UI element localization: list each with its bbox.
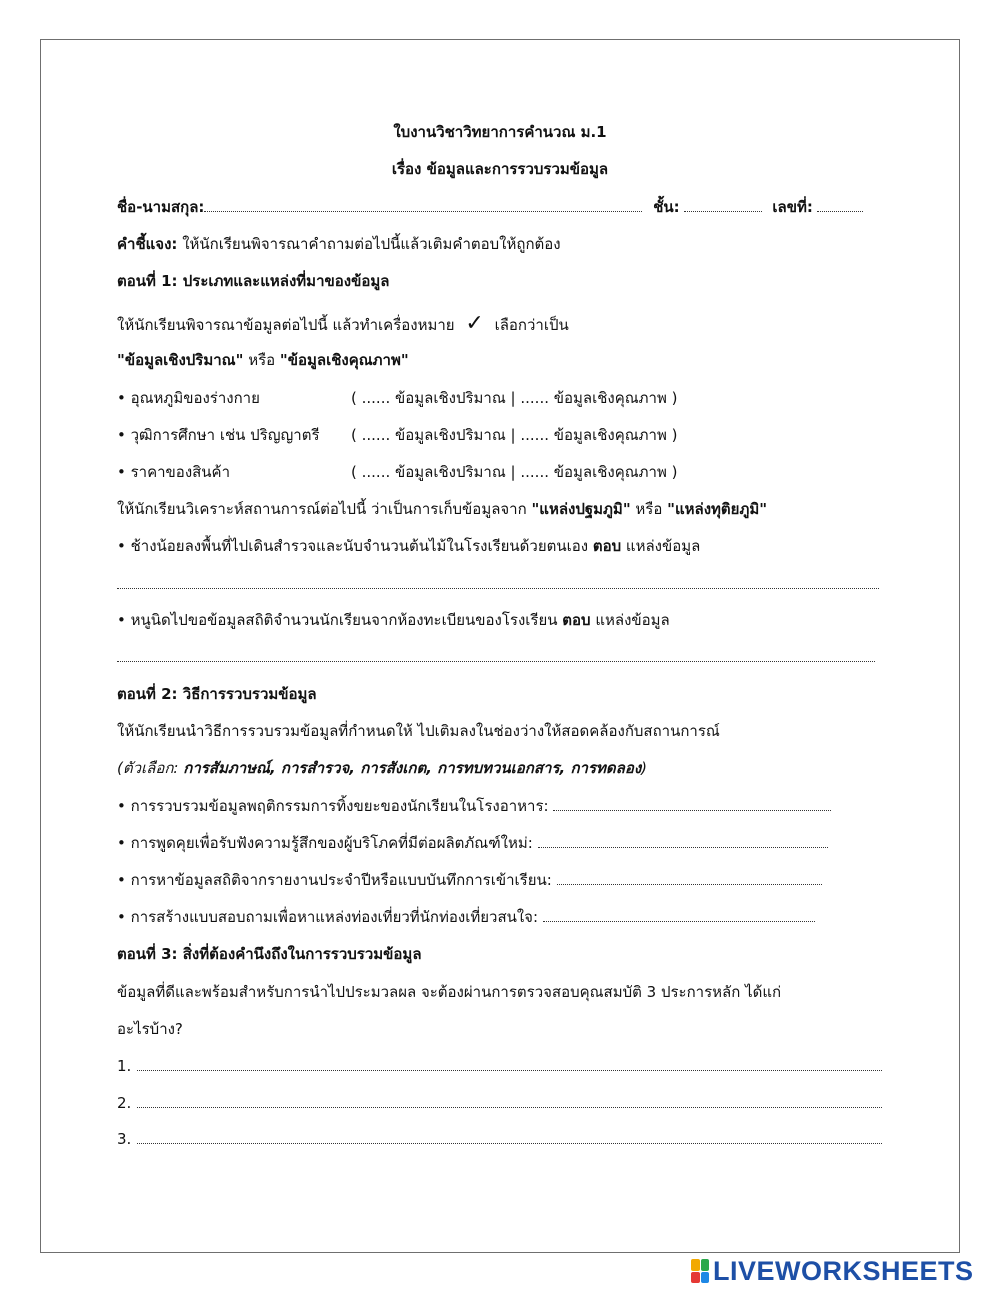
logo-tiles-icon <box>691 1259 709 1283</box>
part3-question-line2: อะไรบ้าง? <box>117 1020 183 1038</box>
number-label: เลขที่: <box>772 198 813 216</box>
part3-question-line1: ข้อมูลที่ดีและพร้อมสำหรับการนำไปประมวลผล จะต้องผ่านการตรวจสอบคุณสมบัติ 3 ประการหลัก ได้แก่ <box>117 983 782 1001</box>
method-answer[interactable] <box>543 907 815 922</box>
method-item: • การพูดคุยเพื่อรับฟังความรู้สึกของผู้บริโภคที่มีต่อผลิตภัณฑ์ใหม่: <box>117 832 828 854</box>
method-item: • การหาข้อมูลสถิติจากรายงานประจำปีหรือแบบบันทึกการเข้าเรียน: <box>117 869 822 891</box>
answer-number: 1. <box>117 1057 132 1075</box>
situation-1: • ช้างน้อยลงพื้นที่ไปเดินสำรวจและนับจำนวนต้นไม้ในโรงเรียนด้วยตนเอง ตอบ แหล่งข้อมูล <box>117 537 701 555</box>
answer-line-1[interactable] <box>117 588 879 589</box>
part1-terms: "ข้อมูลเชิงปริมาณ" หรือ "ข้อมูลเชิงคุณภาพ" <box>117 351 409 369</box>
method-answer[interactable] <box>557 870 822 885</box>
item-label: • วุฒิการศึกษา เช่น ปริญญาตรี <box>117 426 320 444</box>
page-title: ใบงานวิชาวิทยาการคำนวณ ม.1 <box>393 123 607 141</box>
item-label: • ราคาของสินค้า <box>117 463 231 481</box>
method-answer[interactable] <box>553 796 831 811</box>
instruction: คำชี้แจง: ให้นักเรียนพิจารณาคำถามต่อไปนี้แล้วเติมคำตอบให้ถูกต้อง <box>117 235 561 253</box>
checkmark-icon: ✓ <box>465 311 484 336</box>
part1-prompt: ให้นักเรียนพิจารณาข้อมูลต่อไปนี้ แล้วทำเครื่องหมาย ✓ เลือกว่าเป็น <box>117 311 569 336</box>
class-input[interactable] <box>684 197 762 212</box>
method-item: • การรวบรวมข้อมูลพฤติกรรมการทิ้งขยะของนักเรียนในโรงอาหาร: <box>117 795 831 817</box>
part1-prompt2: ให้นักเรียนวิเคราะห์สถานการณ์ต่อไปนี้ ว่าเป็นการเก็บข้อมูลจาก "แหล่งปฐมภูมิ" หรือ "แหล่งทุติยภูมิ" <box>117 500 768 518</box>
page-subtitle: เรื่อง ข้อมูลและการรวบรวมข้อมูล <box>391 160 609 178</box>
part2-prompt: ให้นักเรียนนำวิธีการรวบรวมข้อมูลที่กำหนดให้ ไปเติมลงในช่องว่างให้สอดคล้องกับสถานการณ์ <box>117 722 720 740</box>
part3-answer-line[interactable] <box>137 1107 882 1108</box>
liveworksheets-logo <box>691 1257 974 1285</box>
part1-heading: ตอนที่ 1: ประเภทและแหล่งที่มาของข้อมูล <box>117 272 390 290</box>
student-info-row <box>117 196 882 218</box>
number-input[interactable] <box>817 197 863 212</box>
part3-answer-line[interactable] <box>137 1070 882 1071</box>
item-options[interactable]: ( ...... ข้อมูลเชิงปริมาณ | ...... ข้อมูลเชิงคุณภาพ ) <box>351 389 678 407</box>
class-label: ชั้น: <box>653 198 680 216</box>
item-options[interactable]: ( ...... ข้อมูลเชิงปริมาณ | ...... ข้อมูลเชิงคุณภาพ ) <box>351 463 678 481</box>
answer-line-2[interactable] <box>117 661 875 662</box>
item-label: • อุณหภูมิของร่างกาย <box>117 389 260 407</box>
part3-heading: ตอนที่ 3: สิ่งที่ต้องคำนึงถึงในการรวบรวมข้อมูล <box>117 945 422 963</box>
item-options[interactable]: ( ...... ข้อมูลเชิงปริมาณ | ...... ข้อมูลเชิงคุณภาพ ) <box>351 426 678 444</box>
answer-number: 2. <box>117 1094 132 1112</box>
part2-choices: (ตัวเลือก: การสัมภาษณ์, การสำรวจ, การสังเกต, การทบทวนเอกสาร, การทดลอง) <box>117 759 648 777</box>
method-answer[interactable] <box>538 833 828 848</box>
name-label: ชื่อ-นามสกุล: <box>117 198 205 216</box>
answer-number: 3. <box>117 1130 132 1148</box>
situation-2: • หนูนิดไปขอข้อมูลสถิติจำนวนนักเรียนจากห้องทะเบียนของโรงเรียน ตอบ แหล่งข้อมูล <box>117 611 670 629</box>
brand-name: LIVEWORKSHEETS <box>713 1255 974 1286</box>
method-item: • การสร้างแบบสอบถามเพื่อหาแหล่งท่องเที่ยวที่นักท่องเที่ยวสนใจ: <box>117 906 815 928</box>
part2-heading: ตอนที่ 2: วิธีการรวบรวมข้อมูล <box>117 685 317 703</box>
part3-answer-line[interactable] <box>137 1143 882 1144</box>
name-input[interactable] <box>204 197 642 212</box>
